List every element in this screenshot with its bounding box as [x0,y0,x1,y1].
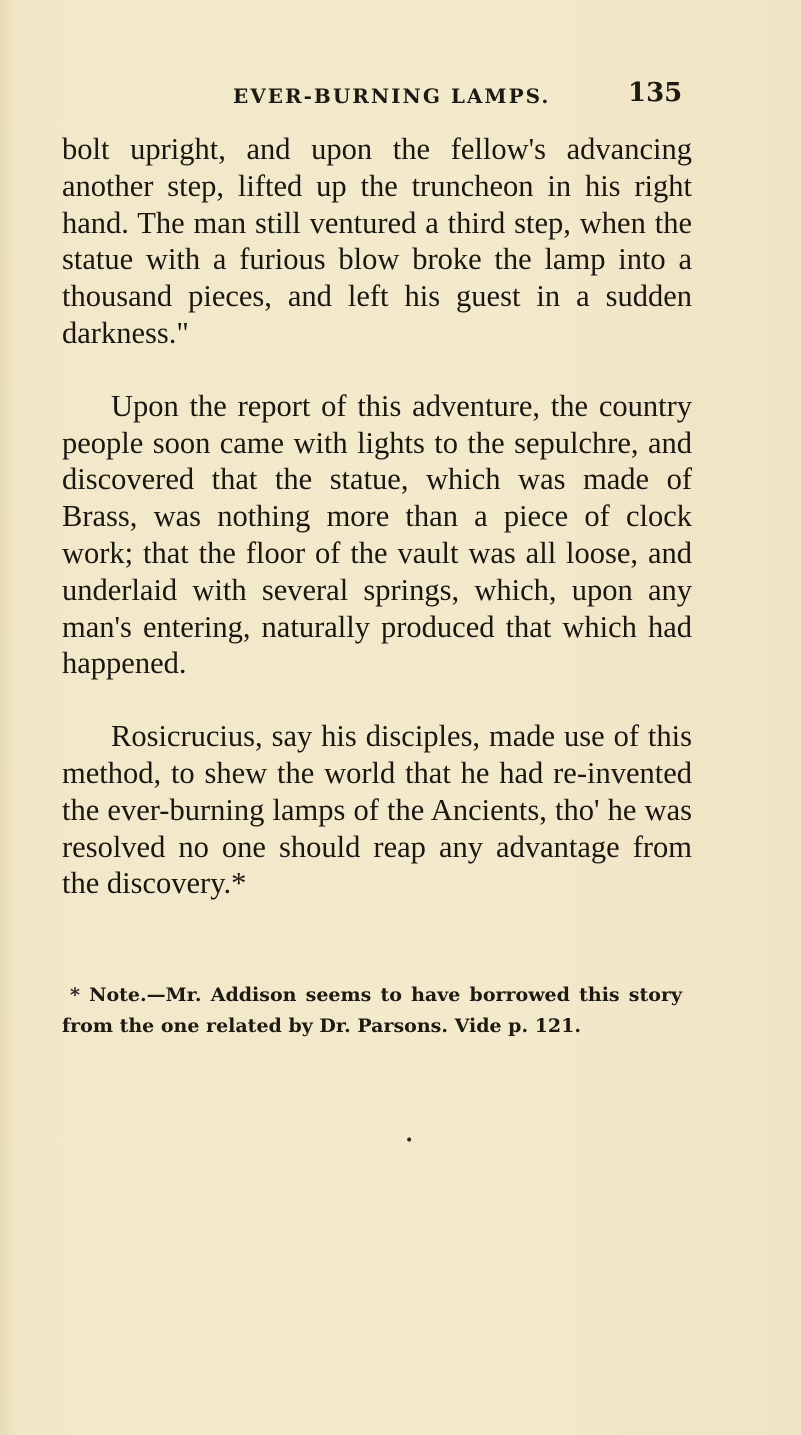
paragraph-continuation: bolt upright, and upon the fellow's advancing another step, lifted up the truncheon in his right hand. The man still ventured a third step, when the statue with a furious blow broke the lamp into a thousand pieces, and left his guest in a sudden darkness." [62,132,692,350]
paragraph-spacer [62,682,692,718]
paragraph-report: Upon the report of this adventure, the country people soon came with lights to the sepulchre, and discovered that the statue, which was made of Brass, was nothing more than a piece of clock work; that the floor of the vault was all loose, and underlaid with several springs, which, upon any man's entering, naturally produced that which had happened. [62,388,692,681]
page-header [0,78,801,118]
footnote-text: * Note.—Mr. Addison seems to have borrowed this story from the one related by Dr. Parsons. Vide p. 121. [62,984,682,1037]
paragraph-rosicrucius: Rosicrucius, say his disciples, made use of this method, to shew the world that he had re-invented the ever-burning lamps of the Ancients, tho' he was resolved no one should reap any advantage from the discovery.* [62,719,692,901]
printer-mark: • [405,1133,414,1149]
page-number: 135 [628,78,683,108]
footnote [62,980,682,1042]
main-text [62,131,692,902]
paragraph-spacer [62,352,692,388]
running-title: EVER-BURNING LAMPS. [233,84,551,108]
